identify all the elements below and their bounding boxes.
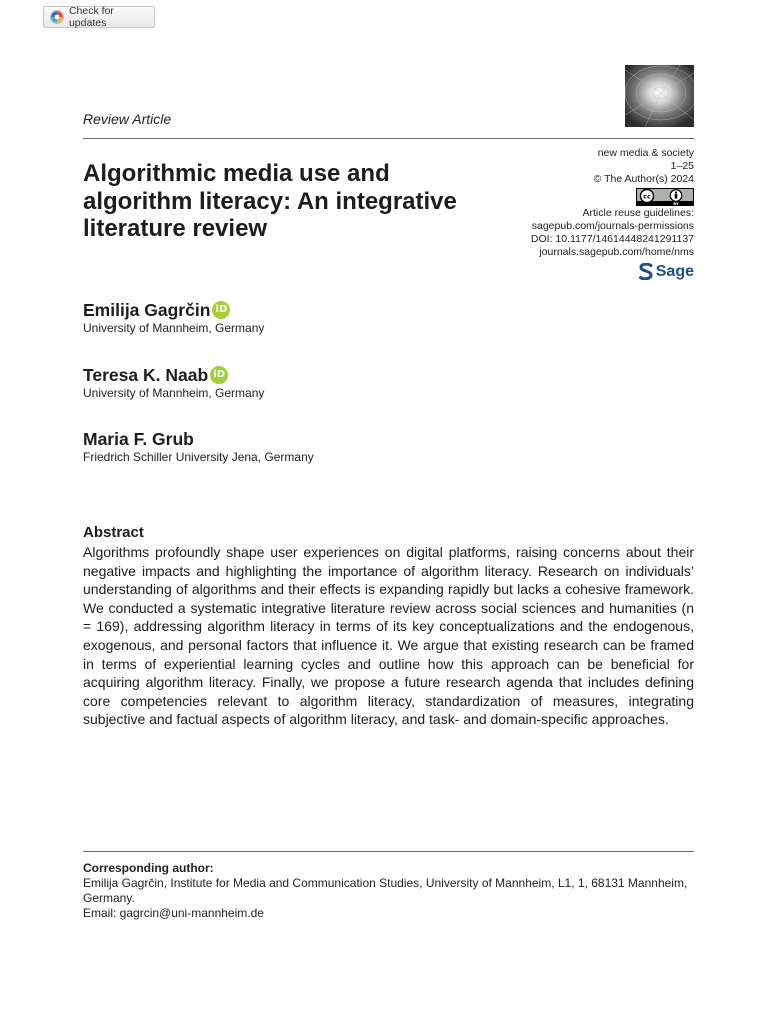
author-block [83,365,264,400]
article-type: Review Article [83,111,172,127]
author-name: Emilija Gagrčin [83,300,211,320]
footnote-divider [83,851,694,852]
abstract-heading: Abstract [83,524,144,541]
check-for-updates-label: Check for updates [68,5,114,29]
svg-text:BY: BY [673,201,679,206]
journal-name: new media & society [597,147,694,159]
reuse-guidelines-link[interactable]: sagepub.com/journals-permissions [531,219,694,232]
orcid-icon[interactable]: iD [212,301,230,319]
reuse-guidelines-label: Article reuse guidelines: [582,206,694,219]
svg-text:cc: cc [643,192,651,201]
journal-cover-thumbnail [625,65,694,127]
check-for-updates-button[interactable] [43,6,155,28]
article-title: Algorithmic media use and algorithm literacy: An integrative literature review [83,160,457,242]
author-name: Maria F. Grub [83,429,194,449]
corresponding-author-note [83,861,694,921]
page-range: 1–25 [670,160,694,173]
author-affiliation: University of Mannheim, Germany [83,386,265,400]
doi[interactable]: DOI: 10.1177/14614448241291137 [530,233,694,246]
crossmark-icon [50,10,64,24]
author-block [83,429,314,464]
author-block [83,300,264,335]
journal-metadata [531,147,694,280]
author-name: Teresa K. Naab [83,365,209,385]
sage-s-icon [639,263,653,280]
sage-logo [531,263,694,280]
corresponding-author-address: Emilija Gagrčin, Institute for Media and Communication Studies, University of Mannheim, L1, 1, 68131 Mannheim, Germany. [83,876,688,905]
orcid-icon[interactable]: iD [210,366,228,384]
cc-by-icon[interactable] [636,188,694,206]
author-affiliation: Friedrich Schiller University Jena, Germany [83,450,314,464]
corresponding-author-label: Corresponding author: [83,861,214,875]
sage-logo-text: Sage [655,263,694,281]
corresponding-author-email[interactable]: Email: gagrcin@uni-mannheim.de [83,906,264,920]
journal-homepage-link[interactable]: journals.sagepub.com/home/nms [539,246,694,259]
author-affiliation: University of Mannheim, Germany [83,321,265,335]
copyright-notice: © The Author(s) 2024 [593,173,694,186]
header-divider [83,138,694,139]
abstract-text: Algorithms profoundly shape user experiences on digital platforms, raising concerns about their negative impacts and highlighting the importance of algorithm literacy. Research on individuals’ understanding of algorithms and their effects is expanding rapidly but lacks a cohesive framework. We conducted a systematic integrative literature review across social sciences and humanities (n = 169), addressing algorithm literacy in terms of its key conceptualizations and the endogenous, exogenous, and personal factors that influence it. We argue that existing research can be framed in terms of experiential learning cycles and outline how this approach can be beneficial for acquiring algorithm literacy. Finally, we propose a future research agenda that includes defining core competencies relevant to algorithm literacy, standardization of measures, integrating subjective and factual aspects of algorithm literacy, and task- and domain-specific approaches. [83,544,694,728]
